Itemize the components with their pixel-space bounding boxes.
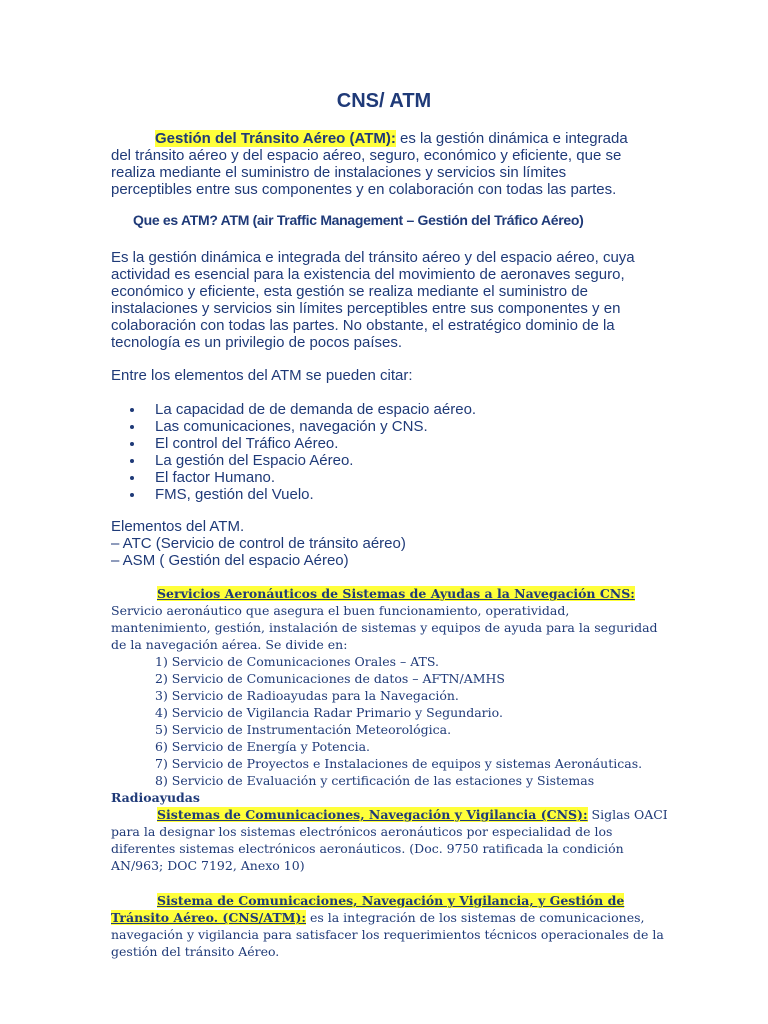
elements-intro: Entre los elementos del ATM se pueden citar: <box>111 367 413 384</box>
cns-atm-definition-paragraph <box>111 892 671 960</box>
elements-section <box>111 518 671 569</box>
bullet-icon <box>130 425 134 429</box>
cns-definition-paragraph <box>111 806 671 874</box>
page-title: CNS/ ATM <box>336 90 432 112</box>
bullet-icon <box>130 459 134 463</box>
elements-line: – ATC (Servicio de control de tránsito aéreo) <box>111 535 406 552</box>
cns-services-section <box>111 585 671 806</box>
atm-subheading: Que es ATM? ATM (air Traffic Management – Gestión del Tráfico Aéreo) <box>133 212 584 228</box>
service-item: 8) Servicio de Evaluación y certificación de las estaciones y Sistemas <box>155 773 595 788</box>
list-item: FMS, gestión del Vuelo. <box>111 486 671 503</box>
atm-definition-paragraph <box>111 130 631 198</box>
service-item: 3) Servicio de Radioayudas para la Navegación. <box>155 688 459 703</box>
list-item: La capacidad de de demanda de espacio aéreo. <box>111 401 671 418</box>
list-item: El factor Humano. <box>111 469 671 486</box>
atm-definition-lead: Gestión del Tránsito Aéreo (ATM): <box>155 130 396 147</box>
cns-atm-definition-lead: Sistema de Comunicaciones, Navegación y Vigilancia, y Gestión de Tránsito Aéreo. (CNS/ATM): <box>111 893 625 925</box>
service-item: 2) Servicio de Comunicaciones de datos – AFTN/AMHS <box>155 671 505 686</box>
service-item: 1) Servicio de Comunicaciones Orales – ATS. <box>155 654 439 669</box>
cns-services-intro: Servicio aeronáutico que asegura el buen funcionamiento, operatividad, mantenimiento, gestión, instalación de sistemas y equipos de ayuda para la seguridad de la navegación aérea. Se divide en: <box>111 603 658 652</box>
service-trailing: Radioayudas <box>111 790 200 805</box>
bullet-icon <box>130 408 134 412</box>
cns-atm-definition-text: es la integración de los sistemas de comunicaciones, navegación y vigilancia para satisfacer los requerimientos técnicos operacionales de la gestión del tránsito Aéreo. <box>111 910 664 959</box>
cns-definition-text: Siglas OACI para la designar los sistemas electrónicos aeronáuticos por especialidad de los diferentes sistemas electrónicos aeronáuticos. ( <box>111 807 668 856</box>
list-item: El control del Tráfico Aéreo. <box>111 435 671 452</box>
atm-description-paragraph: Es la gestión dinámica e integrada del tránsito aéreo y del espacio aéreo, cuya actividad es esencial para la existencia del movimiento de aeronaves seguro, económico y eficiente, esta gestión se realiza mediante el suministro de instalaciones y servicios sin límites perceptibles entre sus componentes y en colaboración con todas las partes. No obstante, el estratégico dominio de la tecnología es un privilegio de pocos países. <box>111 249 635 351</box>
bullet-icon <box>130 476 134 480</box>
cns-definition-lead: Sistemas de Comunicaciones, Navegación y Vigilancia (CNS): <box>157 807 588 822</box>
bullet-icon <box>130 493 134 497</box>
service-item: 5) Servicio de Instrumentación Meteorológica. <box>155 722 452 737</box>
cns-definition-ref: Doc. 9750 ratificada la condición AN/963; DOC 7192, Anexo 10) <box>111 841 624 873</box>
list-item: La gestión del Espacio Aéreo. <box>111 452 671 469</box>
cns-services-heading: Servicios Aeronáuticos de Sistemas de Ayudas a la Navegación CNS: <box>157 586 635 601</box>
bullet-icon <box>130 442 134 446</box>
elements-line: – ASM ( Gestión del espacio Aéreo) <box>111 552 349 569</box>
elements-list <box>111 401 671 503</box>
list-item: Las comunicaciones, navegación y CNS. <box>111 418 671 435</box>
service-item: 7) Servicio de Proyectos e Instalaciones de equipos y sistemas Aeronáuticas. <box>155 756 643 771</box>
atm-definition-text: es la gestión dinámica e integrada del tránsito aéreo y del espacio aéreo, seguro, económico y eficiente, que se realiza mediante el suministro de instalaciones y servicios sin límites perceptibles entre sus componentes y en colaboración con todas las partes. <box>111 130 628 198</box>
service-item: 6) Servicio de Energía y Potencia. <box>155 739 371 754</box>
service-item: 4) Servicio de Vigilancia Radar Primario y Segundario. <box>155 705 503 720</box>
elements-heading: Elementos del ATM. <box>111 518 245 535</box>
